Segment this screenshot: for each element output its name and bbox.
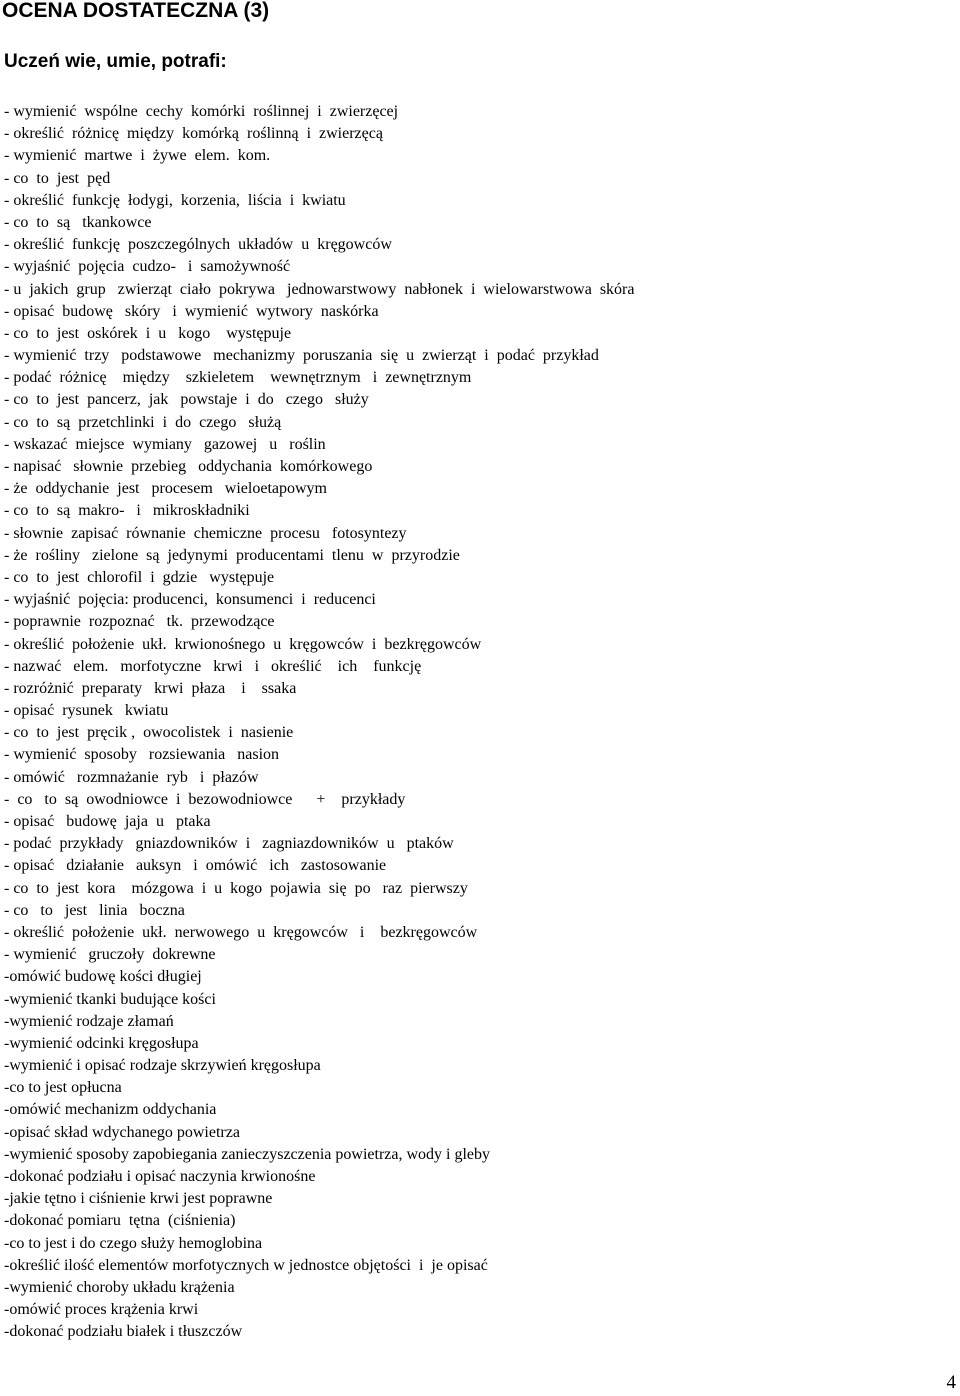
list-item: -wymienić tkanki budujące kości [4, 990, 216, 1008]
list-item: - wymienić martwe i żywe elem. kom. [4, 147, 271, 165]
list-item: -wymienić odcinki kręgosłupa [4, 1034, 199, 1052]
page-title: OCENA DOSTATECZNA (3) [2, 0, 270, 22]
list-item: -opisać skład wdychanego powietrza [4, 1123, 240, 1141]
section-subtitle: Uczeń wie, umie, potrafi: [4, 51, 227, 72]
list-item: - co to jest kora mózgowa i u kogo pojawia się po raz pierwszy [4, 879, 468, 897]
list-item: - wymienić gruczoły dokrewne [4, 946, 216, 964]
page-number: 4 [946, 1372, 956, 1393]
list-item: -wymienić i opisać rodzaje skrzywień kręgosłupa [4, 1057, 321, 1075]
list-item: -omówić proces krążenia krwi [4, 1301, 199, 1319]
list-item: - co to jest pęd [4, 169, 111, 187]
list-item: -wymienić rodzaje złamań [4, 1012, 174, 1030]
list-item: - określić różnicę między komórką roślinną i zwierzęcą [4, 125, 383, 143]
list-item: - opisać budowę jaja u ptaka [4, 813, 211, 830]
list-item: - omówić rozmnażanie ryb i płazów [4, 768, 259, 786]
list-item: -jakie tętno i ciśnienie krwi jest poprawne [4, 1190, 273, 1208]
list-item: - opisać rysunek kwiatu [4, 702, 169, 720]
list-item: -omówić budowę kości długiej [4, 968, 202, 986]
list-item: -dokonać podziału białek i tłuszczów [4, 1323, 243, 1341]
list-item: -wymienić choroby układu krążenia [4, 1278, 235, 1296]
list-item: - określić położenie ukł. nerwowego u kręgowców i bezkręgowców [4, 923, 478, 941]
list-item: - określić funkcję łodygi, korzenia, liścia i kwiatu [4, 191, 346, 209]
list-item: - określić położenie ukł. krwionośnego u kręgowców i bezkręgowców [4, 635, 482, 653]
list-item: - wymienić wspólne cechy komórki roślinnej i zwierzęcej [4, 103, 399, 120]
list-item: - opisać działanie auksyn i omówić ich zastosowanie [4, 857, 387, 875]
list-item: - wyjaśnić pojęcia: producenci, konsumenci i reducenci [4, 591, 376, 609]
list-item: - wymienić sposoby rozsiewania nasion [4, 746, 280, 764]
list-item: -określić ilość elementów morfotycznych w jednostce objętości i je opisać [4, 1256, 488, 1274]
list-item: - że rośliny zielone są jedynymi producentami tlenu w przyrodzie [4, 546, 460, 564]
list-item: - podać przykłady gniazdowników i zagniazdowników u ptaków [4, 835, 454, 853]
list-item: - co to jest linia boczna [4, 901, 185, 919]
list-item: - co to jest chlorofil i gdzie występuje [4, 568, 275, 586]
list-item: - określić funkcję poszczególnych układów u kręgowców [4, 236, 392, 254]
list-item: - rozróżnić preparaty krwi płaza i ssaka [4, 679, 297, 697]
list-item: - napisać słownie przebieg oddychania komórkowego [4, 458, 373, 475]
list-item: - słownie zapisać równanie chemiczne procesu fotosyntezy [4, 524, 407, 542]
list-item: - poprawnie rozpoznać tk. przewodzące [4, 613, 275, 631]
list-item: - co to są przetchlinki i do czego służą [4, 413, 282, 431]
list-item: -dokonać podziału i opisać naczynia krwionośne [4, 1168, 316, 1185]
list-item: - podać różnicę między szkieletem wewnętrznym i zewnętrznym [4, 369, 472, 387]
list-item: -wymienić sposoby zapobiegania zanieczyszczenia powietrza, wody i gleby [4, 1145, 491, 1163]
list-item: - że oddychanie jest procesem wieloetapowym [4, 480, 327, 498]
list-item: - co to są tkankowce [4, 213, 152, 231]
list-item: -dokonać pomiaru tętna (ciśnienia) [4, 1212, 236, 1230]
list-item: - co to są owodniowce i bezowodniowce + przykłady [4, 790, 406, 808]
list-item: - co to są makro- i mikroskładniki [4, 502, 250, 520]
list-item: - wskazać miejsce wymiany gazowej u roślin [4, 435, 326, 453]
list-item: - co to jest pancerz, jak powstaje i do czego służy [4, 391, 369, 409]
list-item: -co to jest i do czego służy hemoglobina [4, 1234, 263, 1252]
list-item: -co to jest opłucna [4, 1079, 122, 1097]
list-item: - u jakich grup zwierząt ciało pokrywa jednowarstwowy nabłonek i wielowarstwowa skóra [4, 280, 635, 298]
list-item: - co to jest pręcik , owocolistek i nasienie [4, 724, 294, 742]
list-item: -omówić mechanizm oddychania [4, 1101, 217, 1119]
list-item: - co to jest oskórek i u kogo występuje [4, 324, 292, 342]
list-item: - wyjaśnić pojęcia cudzo- i samożywność [4, 258, 291, 276]
list-item: - wymienić trzy podstawowe mechanizmy poruszania się u zwierząt i podać przykład [4, 347, 599, 365]
list-item: - nazwać elem. morfotyczne krwi i określić ich funkcję [4, 657, 422, 675]
list-item: - opisać budowę skóry i wymienić wytwory naskórka [4, 302, 379, 320]
requirements-list [4, 101, 634, 1344]
